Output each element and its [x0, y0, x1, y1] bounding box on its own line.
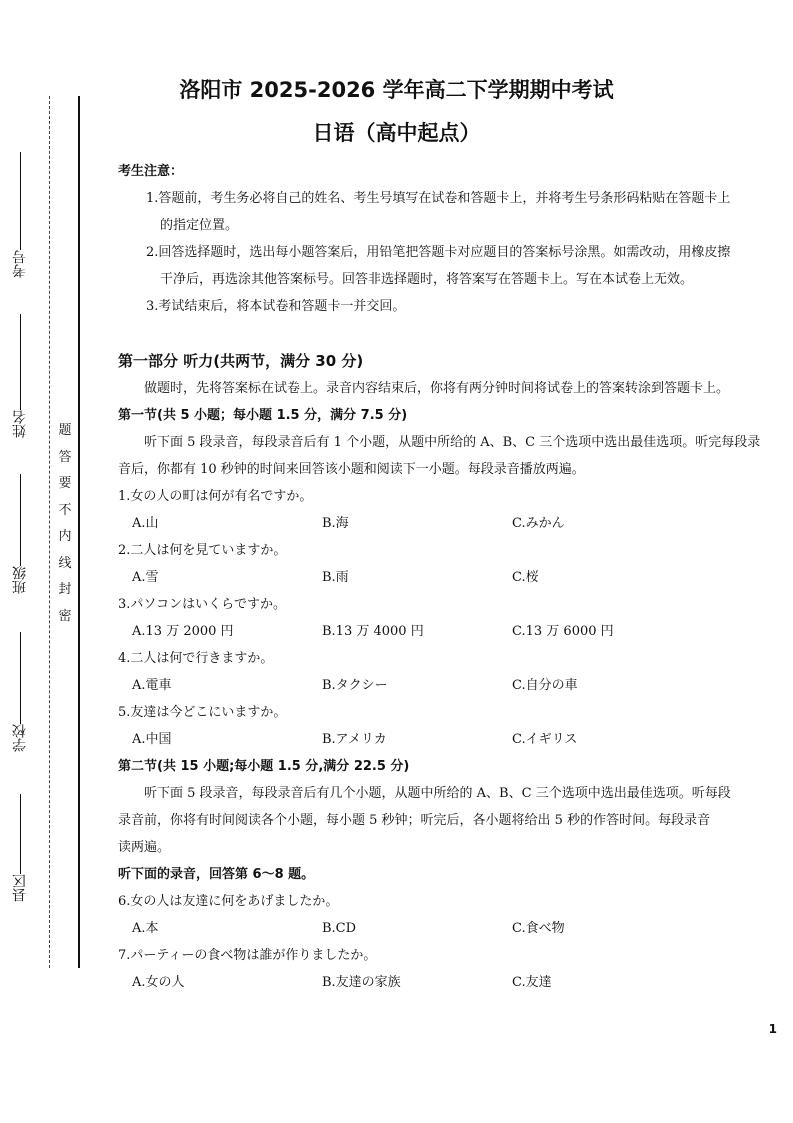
- field-county[interactable]: [8, 790, 32, 906]
- binding-dashed-line: [49, 96, 50, 968]
- option-b: B.13 万 4000 円: [322, 624, 424, 639]
- exam-title: 洛阳市 2025-2026 学年高二下学期期中考试: [179, 78, 614, 102]
- field-school[interactable]: [8, 628, 32, 756]
- question: 7.パーティーの食べ物は誰が作りましたか。: [118, 948, 377, 963]
- blank-line: [20, 632, 21, 724]
- option-b: B.友達の家族: [322, 975, 401, 990]
- field-label: 姓名: [12, 410, 28, 438]
- seal-char: 密: [58, 608, 72, 624]
- option-b: B.CD: [322, 921, 357, 936]
- section1-heading: 第一节(共 5 小题；每小题 1.5 分，满分 7.5 分): [118, 408, 408, 423]
- seal-char: 封: [58, 582, 72, 597]
- question: 4.二人は何で行きますか。: [118, 651, 274, 666]
- notice-item: 2.回答选择题时，选出每小题答案后，用铅笔把答题卡对应题目的答案标号涂黑。如需改动，用橡皮擦: [146, 245, 731, 260]
- field-label: 班级: [12, 566, 28, 594]
- option-b: B.海: [322, 516, 349, 531]
- question: 6.女の人は友達に何をあげましたか。: [118, 894, 339, 909]
- seal-char: 线: [58, 555, 72, 571]
- option-c: C.みかん: [512, 516, 565, 531]
- seal-char: 不: [58, 502, 72, 518]
- seal-char: 内: [58, 529, 72, 544]
- option-b: B.タクシー: [322, 678, 388, 693]
- field-label: 考号: [12, 250, 28, 278]
- options-row: [118, 969, 768, 996]
- field-label: 县区: [12, 874, 28, 902]
- binding-solid-line: [78, 96, 80, 968]
- option-c: C.友達: [512, 975, 552, 990]
- question: 3.パソコンはいくらですか。: [118, 597, 287, 612]
- part1-intro: 做题时，先将答案标在试卷上。录音内容结束后，你将有两分钟时间将试卷上的答案转涂到答题卡上。: [144, 381, 730, 396]
- seal-char: 要: [58, 476, 72, 491]
- section2-heading: 第二节(共 15 小题;每小题 1.5 分,满分 22.5 分): [118, 759, 410, 774]
- option-a: A.電車: [132, 678, 172, 693]
- option-c: C.桜: [512, 570, 539, 585]
- notice-heading: 考生注意：: [118, 164, 184, 179]
- options-row: [118, 726, 768, 753]
- notice-item: 3.考试结束后，将本试卷和答题卡一并交回。: [146, 299, 406, 314]
- option-c: C.自分の車: [512, 678, 578, 693]
- notice-item-continued: 干净后，再选涂其他答案标号。回答非选择题时，将答案写在答题卡上。写在本试卷上无效。: [160, 272, 694, 287]
- option-a: A.13 万 2000 円: [132, 624, 234, 639]
- option-a: A.山: [132, 516, 159, 531]
- field-exam-number[interactable]: [8, 148, 32, 282]
- section1-instructions: 听下面 5 段录音，每段录音后有 1 个小题，从题中所给的 A、B、C 三个选项中选出最佳选项。听完每段录: [144, 435, 761, 450]
- field-class[interactable]: [8, 470, 32, 598]
- notice-item: 1.答题前，考生务必将自己的姓名、考生号填写在试卷和答题卡上，并将考生号条形码粘贴在答题卡上: [146, 191, 731, 206]
- exam-content: [118, 158, 768, 996]
- question: 1.女の人の町は何が有名ですか。: [118, 489, 313, 504]
- section2-instructions-cont: 录音前，你将有时间阅读各个小题，每小题 5 秒钟；听完后，各小题将给出 5 秒的作答时间。每段录音: [118, 813, 711, 828]
- section2-instructions-cont: 读两遍。: [118, 840, 171, 855]
- option-b: B.アメリカ: [322, 732, 387, 747]
- option-a: A.本: [132, 921, 159, 936]
- option-c: C.13 万 6000 円: [512, 624, 614, 639]
- section1-instructions-cont: 音后，你都有 10 秒钟的时间来回答该小题和阅读下一小题。每段录音播放两遍。: [118, 462, 585, 477]
- options-row: [118, 510, 768, 537]
- part1-heading: 第一部分 听力(共两节，满分 30 分): [118, 352, 364, 370]
- seal-char: 答: [58, 449, 72, 465]
- exam-subtitle: 日语（高中起点）: [312, 121, 481, 145]
- options-row: [118, 915, 768, 942]
- options-row: [118, 672, 768, 699]
- field-label: 学校: [12, 724, 28, 752]
- options-row: [118, 564, 768, 591]
- blank-line: [20, 152, 21, 250]
- blank-line: [20, 314, 21, 410]
- section2-subheading: 听下面的录音，回答第 6～8 题。: [118, 867, 315, 882]
- blank-line: [20, 794, 21, 874]
- field-name[interactable]: [8, 310, 32, 442]
- options-row: [118, 618, 768, 645]
- page-number: 1: [768, 1022, 777, 1036]
- question: 5.友達は今どこにいますか。: [118, 705, 287, 720]
- option-b: B.雨: [322, 570, 349, 585]
- option-c: C.食べ物: [512, 921, 565, 936]
- option-a: A.女の人: [132, 975, 185, 990]
- seal-char: 题: [58, 423, 72, 438]
- seal-line-notice: [56, 418, 74, 630]
- blank-line: [20, 474, 21, 566]
- notice-item-continued: 的指定位置。: [160, 218, 239, 233]
- question: 2.二人は何を見ていますか。: [118, 543, 287, 558]
- option-c: C.イギリス: [512, 732, 578, 747]
- option-a: A.中国: [132, 732, 172, 747]
- section2-instructions: 听下面 5 段录音，每段录音后有几个小题，从题中所给的 A、B、C 三个选项中选出最佳选项。听每段: [144, 786, 731, 801]
- option-a: A.雪: [132, 570, 159, 585]
